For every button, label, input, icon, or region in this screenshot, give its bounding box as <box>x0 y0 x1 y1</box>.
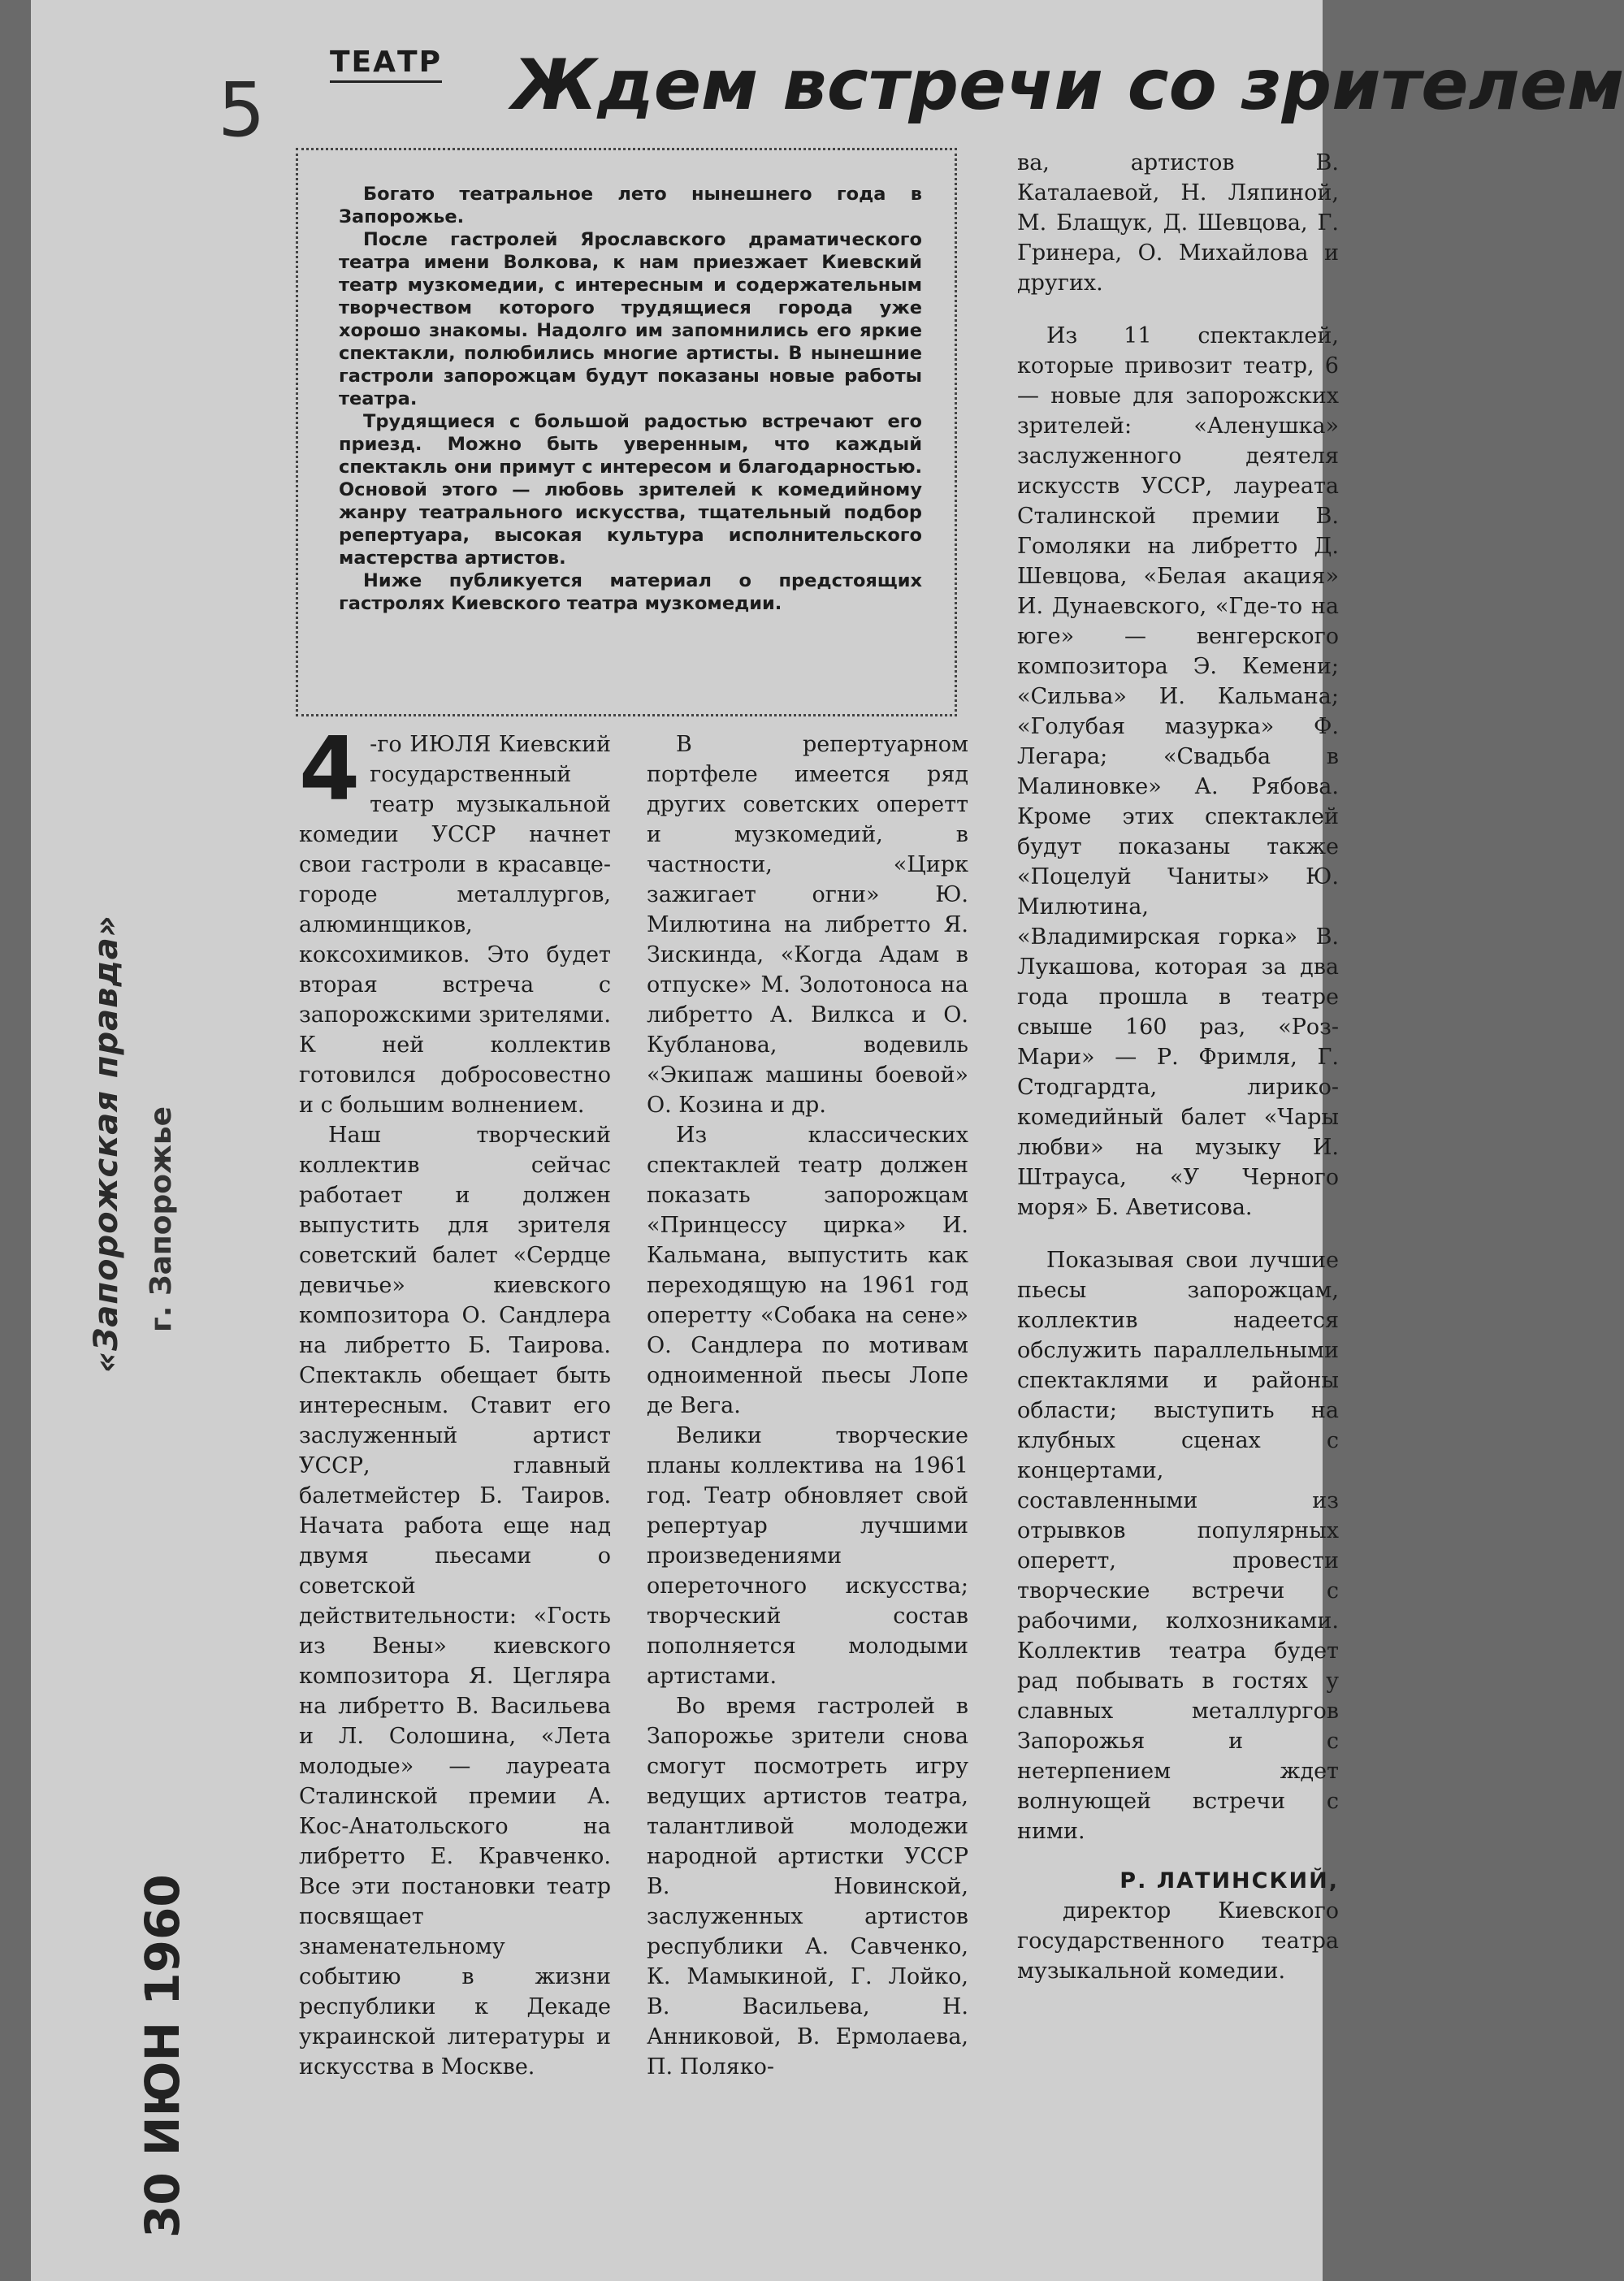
handwritten-number: 5 <box>218 67 266 154</box>
body-paragraph: -го ИЮЛЯ Киевский государственный театр музыкальной комедии УССР начнет свои гастроли в красавце-городе металлургов, алюминщиков, коксохимиков. Это будет вторая встреча с запорожскими зрителями. К ней коллектив готовился добросовестно и с большим волнением. <box>299 732 611 1118</box>
lead-box <box>296 148 957 716</box>
newspaper-clipping <box>31 0 1624 2281</box>
lead-paragraph: Трудящиеся с большой радостью встречают его приезд. Можно быть уверенным, что каждый спектакль они примут с интересом и благодарностью. Основой этого — любовь зрителей к комедийному жанру театрального искусства, тщательный подбор репертуара, высокая культура исполнительского мастерства артистов. <box>339 411 922 569</box>
column-3 <box>1017 148 1339 1986</box>
body-paragraph: ва, артистов В. Каталаевой, Н. Ляпиной, М. Блащук, Д. Шевцова, Г. Гринера, О. Михайлова и других. <box>1017 150 1339 296</box>
body-paragraph: Из классических спектаклей театр должен показать запорожцам «Принцессу цирка» И. Кальмана, выпустить как переходящую на 1961 год оперетту «Собака на сене» О. Сандлера по мотивам одноименной пьесы Лопе де Вега. <box>647 1123 968 1418</box>
column-1 <box>299 719 611 2082</box>
body-paragraph: Показывая свои лучшие пьесы запорожцам, коллектив надеется обслужить параллельными спектаклями и районы области; выступить на клубных сценах с концертами, составленными из отрывков популярных оперетт, провести творческие встречи с рабочими, колхозниками. Коллектив театра будет рад побывать в гостях у славных металлургов Запорожья и с нетерпением ждет волнующей встречи с ними. <box>1017 1248 1339 1844</box>
body-paragraph: Во время гастролей в Запорожье зрители снова смогут посмотреть игру ведущих артистов театра, талантливой молодежи народной артистки УССР В. Новинской, заслуженных артистов республики А. Савченко, К. Мамыкиной, Г. Лойко, В. Васильева, Н. Анниковой, В. Ермолаева, П. Поляко- <box>647 1694 968 2080</box>
author-name: Р. ЛАТИНСКИЙ, <box>1119 1868 1339 1894</box>
body-paragraph: Наш творческий коллектив сейчас работает и должен выпустить для зрителя советский балет «Сердце девичье» киевского композитора О. Сандлера на либретто Б. Таирова. Спектакль обещает быть интересным. Ставит его заслуженный артист УССР, главный балетмейстер Б. Таиров. Начата работа еще над двумя пьесами о советской действительности: «Гость из Вены» киевского композитора Я. Цегляра на либретто В. Васильева и Л. Солошина, «Лета молодые» — лауреата Сталинской премии А. Кос-Анатольского на либретто Е. Кравченко. Все эти постановки театр посвящает знаменательному событию в жизни республики к Декаде украинской литературы и искусства в Москве. <box>299 1123 611 2080</box>
date-stamp: 30 ИЮН 1960 <box>135 1874 190 2238</box>
headline: Ждем встречи со зрителем <box>512 45 1624 126</box>
body-paragraph: Из 11 спектаклей, которые привозит театр, 6 — новые для запорожских зрителей: «Аленушка» заслуженного деятеля искусств УССР, лауреата Сталинской премии В. Гомоляки на либретто Д. Шевцова, «Белая акация» И. Дунаевского, «Где-то на юге» — венгерского композитора Э. Кемени; «Сильва» И. Кальмана; «Голубая мазурка» Ф. Легара; «Свадьба в Малиновке» А. Рябова. Кроме этих спектаклей будут показаны также «Поцелуй Чаниты» Ю. Милютина, «Владимирская горка» В. Лукашова, которая за два года прошла в театре свыше 160 раз, «Роз-Мари» — Р. Фримля, Г. Стодгардта, лирико-комедийный балет «Чары любви» на музыку И. Штрауса, «У Черного моря» Б. Аветисова. <box>1017 323 1339 1220</box>
lead-paragraph: Ниже публикуется материал о предстоящих гастролях Киевского театра музкомедии. <box>339 570 922 614</box>
newspaper-name-stamp: «Запорожская правда» <box>88 915 125 1373</box>
lead-paragraph: Богато театральное лето нынешнего года в Запорожье. <box>339 184 922 227</box>
drop-cap: 4 <box>299 719 361 820</box>
body-paragraph: Велики творческие планы коллектива на 1961 год. Театр обновляет свой репертуар лучшими произведениями опереточного искусства; творческий состав пополняется молодыми артистами. <box>647 1423 968 1689</box>
author-role: директор Киевского государственного театра музыкальной комедии. <box>1017 1898 1339 1984</box>
city-stamp: г. Запорожье <box>145 1106 178 1332</box>
lead-paragraph: После гастролей Ярославского драматического театра имени Волкова, к нам приезжает Киевский театр музкомедии, с интересным и содержательным творчеством которого трудящиеся города уже хорошо знакомы. Надолго им запомнились его яркие спектакли, полюбились многие артисты. В нынешние гастроли запорожцам будут показаны новые работы театра. <box>339 229 922 409</box>
body-paragraph: В репертуарном портфеле имеется ряд других советских оперетт и музкомедий, в частности, «Цирк зажигает огни» Ю. Милютина на либретто Я. Зискинда, «Когда Адам в отпуске» М. Золотоноса на либретто А. Вилкса и О. Кубланова, водевиль «Экипаж машины боевой» О. Козина и др. <box>647 732 968 1118</box>
column-2 <box>647 729 968 2082</box>
rubric: ТЕАТР <box>330 45 442 83</box>
